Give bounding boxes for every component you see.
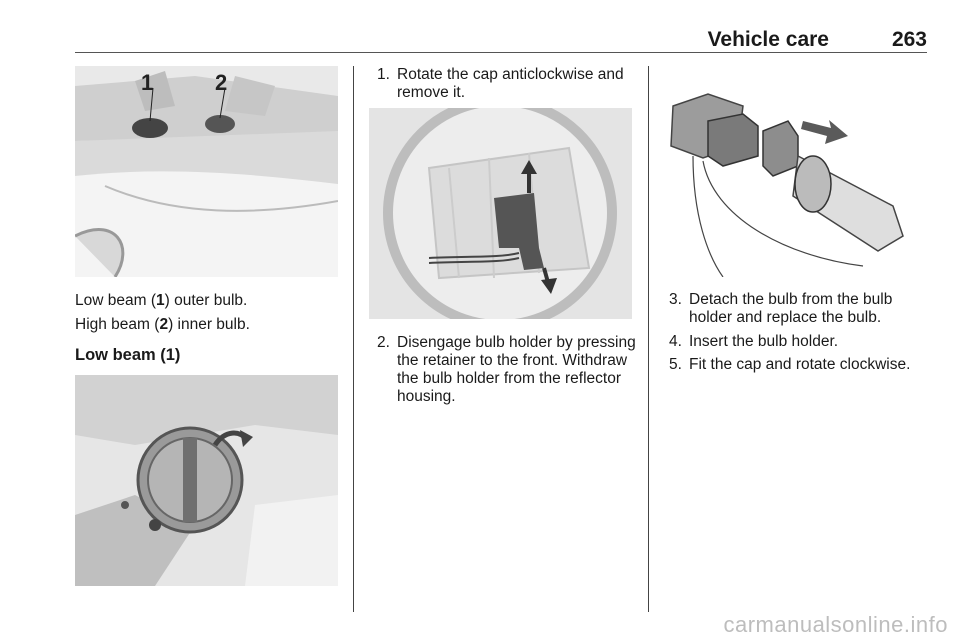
headlamp-illustration bbox=[75, 66, 338, 277]
page-number: 263 bbox=[891, 28, 927, 51]
caption-high-num: 2 bbox=[159, 316, 169, 333]
figure-low-beam-cap bbox=[75, 375, 338, 586]
header-rule bbox=[75, 52, 927, 53]
step-5-text: Fit the cap and rotate clockwise. bbox=[689, 356, 911, 373]
figure-headlamp-bulb-locations bbox=[75, 66, 338, 277]
bulb-illustration bbox=[663, 66, 926, 277]
caption-high-beam: High beam (2) inner bulb. bbox=[75, 316, 250, 333]
callout-1: 1 bbox=[141, 70, 154, 95]
step-3-text: Detach the bulb from the bulb holder and replace the bulb. bbox=[689, 291, 893, 326]
step-5-number: 5. bbox=[669, 356, 682, 373]
cap-illustration bbox=[75, 375, 338, 586]
footer-watermark: carmanualsonline.info bbox=[723, 612, 948, 637]
column-divider-left bbox=[353, 66, 354, 612]
step-2-number: 2. bbox=[377, 334, 390, 351]
caption-low-beam: Low beam (1) outer bulb. bbox=[75, 292, 248, 309]
step-2-text: Disengage bulb holder by pressing the retainer to the front. Withdraw the bulb holder from the reflector housing. bbox=[397, 334, 636, 405]
callout-2: 2 bbox=[215, 70, 228, 95]
section-title: Vehicle care bbox=[707, 28, 829, 51]
column-divider-right bbox=[648, 66, 649, 612]
bulb-holder-illustration bbox=[369, 108, 632, 319]
step-1-text: Rotate the cap anticlockwise and remove it. bbox=[397, 66, 624, 101]
low-beam-subheading: Low beam (1) bbox=[75, 346, 181, 364]
step-4-text: Insert the bulb holder. bbox=[689, 333, 839, 350]
caption-low-num: 1 bbox=[155, 292, 165, 309]
step-3-number: 3. bbox=[669, 291, 682, 308]
step-4-number: 4. bbox=[669, 333, 682, 350]
step-1-number: 1. bbox=[377, 66, 390, 83]
figure-bulb bbox=[663, 66, 926, 277]
figure-bulb-holder bbox=[369, 108, 632, 319]
page-header bbox=[75, 26, 927, 52]
